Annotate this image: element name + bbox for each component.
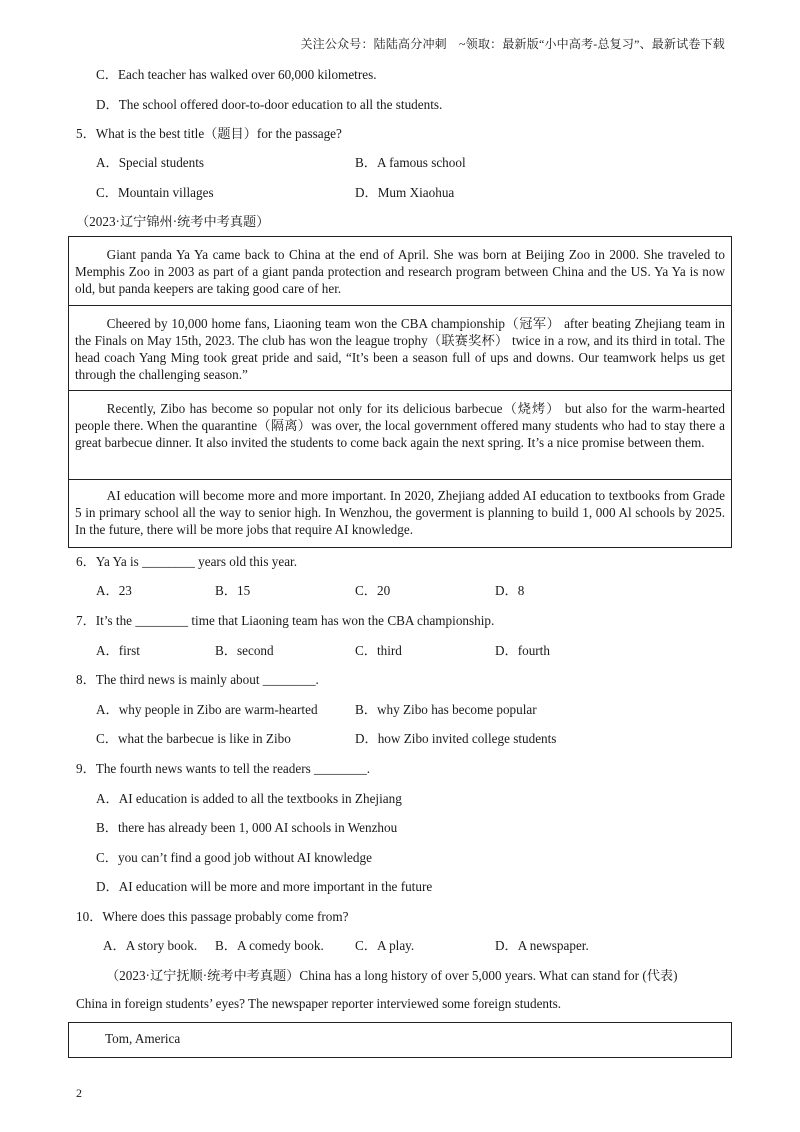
news-box-3 — [68, 390, 732, 480]
page-header: 关注公众号：陆陆高分冲刺 ~领取：最新版“小中高考-总复习”、最新试卷下载 — [300, 37, 725, 51]
q8-stem: 8．The third news is mainly about ________. — [76, 672, 319, 687]
q5-stem: 5．What is the best title（题目）for the passage? — [76, 126, 342, 141]
q9-option-d[interactable]: D．AI education will be more and more important in the future — [96, 879, 433, 894]
news-box-4 — [68, 479, 732, 548]
q9-option-c[interactable]: C．you can’t find a good job without AI knowledge — [96, 850, 372, 865]
q7-option-d[interactable]: D．fourth — [495, 643, 550, 658]
news-box-1 — [68, 236, 732, 306]
q5-option-b[interactable]: B．A famous school — [355, 155, 466, 170]
source-note-jinzhou: （2023·辽宁锦州·统考中考真题） — [76, 214, 270, 229]
q6-option-b[interactable]: B．15 — [215, 583, 251, 598]
q5-option-c[interactable]: C．Mountain villages — [96, 185, 214, 200]
q6-option-a[interactable]: A．23 — [96, 583, 132, 598]
news-cba: Cheered by 10,000 home fans, Liaoning team won the CBA championship（冠军） after beating Zhejiang team in the Finals on May 15th, 2023. The club has won the league trophy（联赛奖杯） twice in a row, and its third in total. The head coach Yang Ming took great pride and said, “It’s been a season full of ups and downs. Our teamwork helps us get through the challenging season.” — [75, 316, 725, 382]
q4-option-c[interactable]: C．Each teacher has walked over 60,000 kilometres. — [96, 67, 377, 82]
q9-option-b[interactable]: B．there has already been 1, 000 AI schools in Wenzhou — [96, 820, 398, 835]
q10-option-c[interactable]: C．A play. — [355, 938, 415, 953]
q10-option-d[interactable]: D．A newspaper. — [495, 938, 589, 953]
interview-box — [68, 1022, 732, 1058]
q5-option-a[interactable]: A．Special students — [96, 155, 205, 170]
q5-option-d[interactable]: D．Mum Xiaohua — [355, 185, 455, 200]
q4-option-d[interactable]: D．The school offered door-to-door education to all the students. — [96, 97, 443, 112]
q9-stem: 9．The fourth news wants to tell the readers ________. — [76, 761, 371, 776]
news-zibo: Recently, Zibo has become so popular not only for its delicious barbecue（烧烤） but also for the warm-hearted people there. When the quarantine（隔离）was over, the local government offered many students who had to stay there a great barbecue dinner. It also invited the students to come back again the next spring. It’s a nice promise between them. — [75, 401, 725, 450]
q6-option-d[interactable]: D．8 — [495, 583, 525, 598]
q6-stem: 6．Ya Ya is ________ years old this year. — [76, 554, 298, 569]
news-panda: Giant panda Ya Ya came back to China at the end of April. She was born at Beijing Zoo in 2000. She traveled to Memphis Zoo in 2003 as part of a giant panda protection and research program between China and the US. Ya Ya is now old, but panda keepers are taking good care of her. — [75, 247, 725, 296]
page-number: 2 — [76, 1086, 82, 1100]
interviewee-name: Tom, America — [105, 1031, 181, 1046]
q7-option-c[interactable]: C．third — [355, 643, 402, 658]
passage-intro-line: China in foreign students’ eyes? The newspaper reporter interviewed some foreign students. — [76, 996, 562, 1011]
q10-option-b[interactable]: B．A comedy book. — [215, 938, 324, 953]
news-ai: AI education will become more and more important. In 2020, Zhejiang added AI education to textbooks from Grade 5 in primary school all the way to senior high. In Wenzhou, the goverment is planning to build 1, 000 Al schools by 2025. In the future, there will be more jobs that require AI knowledge. — [75, 488, 725, 537]
q9-option-a[interactable]: A．AI education is added to all the textbooks in Zhejiang — [96, 791, 402, 806]
q8-option-c[interactable]: C．what the barbecue is like in Zibo — [96, 731, 291, 746]
q10-option-a[interactable]: A．A story book. — [103, 938, 198, 953]
q7-option-a[interactable]: A．first — [96, 643, 140, 658]
q8-option-b[interactable]: B．why Zibo has become popular — [355, 702, 537, 717]
q10-stem: 10．Where does this passage probably come from? — [76, 909, 349, 924]
q8-option-d[interactable]: D．how Zibo invited college students — [355, 731, 557, 746]
q8-option-a[interactable]: A．why people in Zibo are warm-hearted — [96, 702, 318, 717]
news-box-2 — [68, 305, 732, 391]
source-note-fushun: （2023·辽宁抚顺·统考中考真题）China has a long history of over 5,000 years. What can stand for (代表) — [106, 968, 678, 983]
q6-option-c[interactable]: C．20 — [355, 583, 391, 598]
q7-stem: 7．It’s the ________ time that Liaoning team has won the CBA championship. — [76, 613, 495, 628]
q7-option-b[interactable]: B．second — [215, 643, 274, 658]
